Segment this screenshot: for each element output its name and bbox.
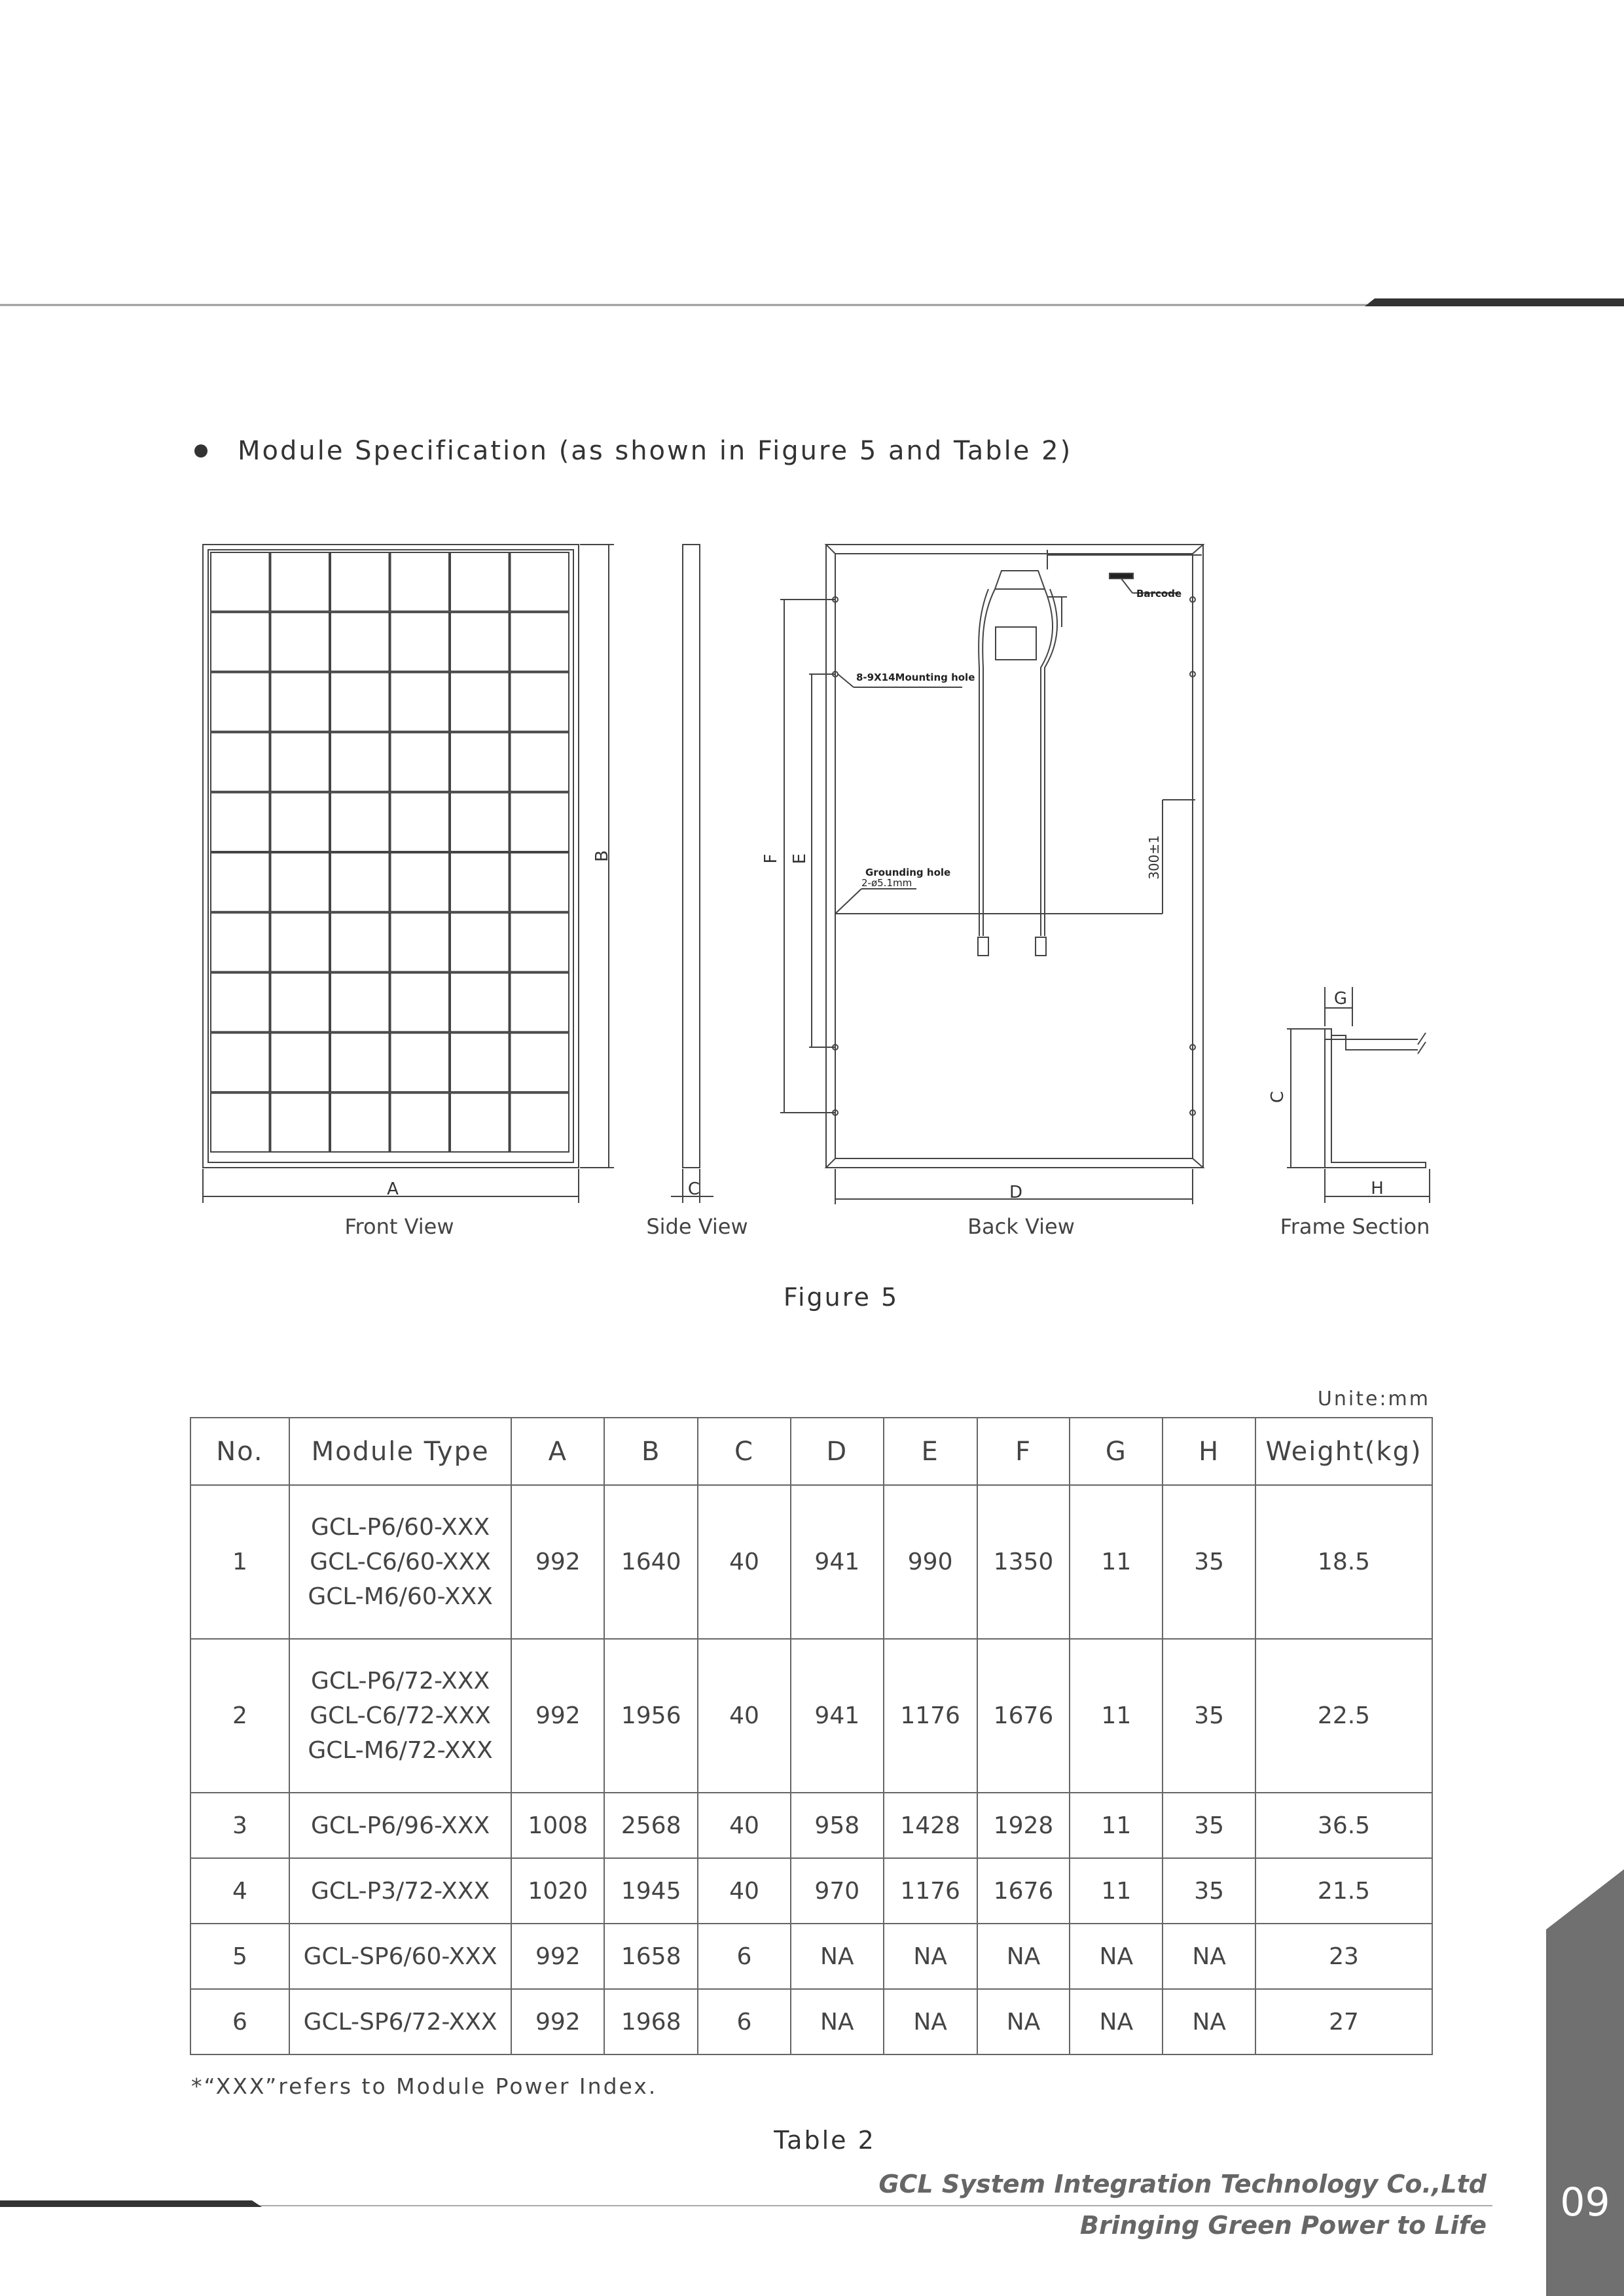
dim-g-label: G bbox=[1333, 989, 1348, 1009]
value-c: 40 bbox=[698, 1793, 791, 1858]
solar-cell bbox=[271, 853, 330, 912]
solar-cell bbox=[331, 793, 389, 852]
solar-cell bbox=[450, 793, 509, 852]
header-cell: C bbox=[698, 1418, 791, 1485]
value-g: 11 bbox=[1070, 1858, 1163, 1924]
table-row bbox=[190, 1858, 1432, 1924]
solar-cell bbox=[271, 973, 330, 1032]
value-b: 1956 bbox=[604, 1639, 698, 1793]
module-type-cell bbox=[289, 1639, 512, 1793]
solar-cell bbox=[450, 913, 509, 972]
value-h: 35 bbox=[1163, 1793, 1255, 1858]
value-a: 1020 bbox=[511, 1858, 604, 1924]
solar-cell bbox=[391, 913, 450, 972]
solar-cell bbox=[211, 1093, 270, 1152]
row-number: 5 bbox=[190, 1924, 289, 1989]
table-row bbox=[190, 1924, 1432, 1989]
section-heading-text: Module Specification (as shown in Figure 5 and Table 2) bbox=[238, 436, 1073, 466]
module-type: GCL-P6/60-XXX bbox=[310, 1514, 490, 1541]
solar-cell bbox=[211, 673, 270, 732]
dim-d-label: D bbox=[1009, 1183, 1023, 1202]
row-number: 4 bbox=[190, 1858, 289, 1924]
value-e: 1428 bbox=[884, 1793, 977, 1858]
value-d: 941 bbox=[791, 1485, 884, 1639]
solar-cell bbox=[391, 973, 450, 1032]
solar-cell bbox=[511, 913, 569, 972]
grounding-hole-label: Grounding hole bbox=[865, 867, 951, 878]
module-type: GCL-SP6/60-XXX bbox=[289, 1924, 512, 1989]
header-cell: Module Type bbox=[289, 1418, 512, 1485]
back-view-caption: Back View bbox=[967, 1214, 1075, 1239]
module-type: GCL-C6/60-XXX bbox=[310, 1549, 491, 1575]
solar-cell bbox=[450, 853, 509, 912]
dim-c-label-side: C bbox=[687, 1179, 700, 1199]
solar-cell bbox=[211, 552, 270, 611]
solar-cell bbox=[271, 613, 330, 672]
module-type: GCL-P6/72-XXX bbox=[310, 1668, 490, 1695]
dim-e-label: E bbox=[790, 853, 810, 865]
table-footnote: *“XXX”refers to Module Power Index. bbox=[191, 2073, 658, 2099]
value-h: NA bbox=[1163, 1924, 1255, 1989]
value-h: NA bbox=[1163, 1989, 1255, 2054]
solar-cell bbox=[211, 613, 270, 672]
value-d: 941 bbox=[791, 1639, 884, 1793]
solar-cell bbox=[211, 913, 270, 972]
page-tab bbox=[1546, 1869, 1624, 2296]
solar-cell bbox=[211, 732, 270, 791]
solar-cell bbox=[391, 853, 450, 912]
frame-section bbox=[1287, 987, 1430, 1203]
solar-cell bbox=[211, 853, 270, 912]
module-type: GCL-P6/96-XXX bbox=[289, 1793, 512, 1858]
solar-cell bbox=[331, 613, 389, 672]
solar-cell bbox=[331, 973, 389, 1032]
solar-cell bbox=[450, 673, 509, 732]
value-d: NA bbox=[791, 1924, 884, 1989]
value-f: NA bbox=[977, 1924, 1070, 1989]
value-a: 992 bbox=[511, 1924, 604, 1989]
solar-cell bbox=[211, 1033, 270, 1092]
value-g: 11 bbox=[1070, 1639, 1163, 1793]
solar-cell bbox=[511, 552, 569, 611]
solar-cell bbox=[271, 793, 330, 852]
value-b: 2568 bbox=[604, 1793, 698, 1858]
value-f: 1676 bbox=[977, 1858, 1070, 1924]
solar-cell bbox=[450, 973, 509, 1032]
table-row bbox=[190, 1485, 1432, 1639]
solar-cell bbox=[511, 973, 569, 1032]
solar-cell bbox=[331, 1093, 389, 1152]
solar-cell bbox=[271, 552, 330, 611]
value-d: 970 bbox=[791, 1858, 884, 1924]
dim-a-label: A bbox=[387, 1179, 399, 1199]
module-type: GCL-M6/72-XXX bbox=[308, 1737, 493, 1764]
dim-h-label: H bbox=[1371, 1179, 1384, 1198]
header-cell: A bbox=[511, 1418, 604, 1485]
solar-cell bbox=[450, 732, 509, 791]
value-g: NA bbox=[1070, 1924, 1163, 1989]
page-number: 09 bbox=[1560, 2179, 1610, 2225]
value-e: 990 bbox=[884, 1485, 977, 1639]
value-c: 6 bbox=[698, 1924, 791, 1989]
table-caption: Table 2 bbox=[774, 2126, 876, 2155]
header-cell: Weight(kg) bbox=[1255, 1418, 1432, 1485]
unit-label: Unite:mm bbox=[1317, 1388, 1430, 1410]
solar-cell bbox=[331, 913, 389, 972]
value-d: NA bbox=[791, 1989, 884, 2054]
value-e: 1176 bbox=[884, 1858, 977, 1924]
solar-cell bbox=[211, 793, 270, 852]
specification-table bbox=[190, 1417, 1433, 2055]
solar-cell bbox=[271, 1093, 330, 1152]
value-g: NA bbox=[1070, 1989, 1163, 2054]
header-cell: B bbox=[604, 1418, 698, 1485]
value-f: 1676 bbox=[977, 1639, 1070, 1793]
solar-cell bbox=[331, 853, 389, 912]
value-c: 40 bbox=[698, 1485, 791, 1639]
dim-b-label: B bbox=[592, 850, 612, 862]
value-e: 1176 bbox=[884, 1639, 977, 1793]
row-number: 3 bbox=[190, 1793, 289, 1858]
row-number: 2 bbox=[190, 1639, 289, 1793]
module-type: GCL-P3/72-XXX bbox=[289, 1858, 512, 1924]
value-f: 1350 bbox=[977, 1485, 1070, 1639]
value-weight: 22.5 bbox=[1255, 1639, 1432, 1793]
solar-cell bbox=[450, 1033, 509, 1092]
solar-cell bbox=[331, 552, 389, 611]
header-cell: H bbox=[1163, 1418, 1255, 1485]
solar-cell bbox=[271, 673, 330, 732]
header-cell: G bbox=[1070, 1418, 1163, 1485]
company-slogan: Bringing Green Power to Life bbox=[1079, 2211, 1487, 2240]
solar-cell bbox=[511, 1033, 569, 1092]
solar-cell bbox=[391, 1093, 450, 1152]
solar-cell bbox=[391, 613, 450, 672]
frame-section-caption: Frame Section bbox=[1280, 1214, 1430, 1239]
value-c: 40 bbox=[698, 1858, 791, 1924]
solar-cell bbox=[271, 732, 330, 791]
module-type-cell bbox=[289, 1485, 512, 1639]
mounting-hole-label: 8-9X14Mounting hole bbox=[856, 672, 975, 683]
solar-cell bbox=[391, 552, 450, 611]
footer-accent-bar bbox=[0, 2200, 262, 2207]
value-c: 40 bbox=[698, 1639, 791, 1793]
value-a: 992 bbox=[511, 1639, 604, 1793]
solar-cell bbox=[450, 1093, 509, 1152]
module-type: GCL-M6/60-XXX bbox=[308, 1583, 493, 1610]
solar-cell bbox=[331, 673, 389, 732]
header-cell: E bbox=[884, 1418, 977, 1485]
value-b: 1968 bbox=[604, 1989, 698, 2054]
row-number: 6 bbox=[190, 1989, 289, 2054]
value-weight: 18.5 bbox=[1255, 1485, 1432, 1639]
front-view bbox=[203, 545, 614, 1203]
value-a: 1008 bbox=[511, 1793, 604, 1858]
solar-cell bbox=[211, 973, 270, 1032]
value-e: NA bbox=[884, 1989, 977, 2054]
value-e: NA bbox=[884, 1924, 977, 1989]
grounding-spec-label: 2-ø5.1mm bbox=[861, 877, 912, 889]
solar-cell bbox=[391, 732, 450, 791]
value-b: 1640 bbox=[604, 1485, 698, 1639]
barcode-label: Barcode bbox=[1136, 588, 1182, 600]
front-cell-grid bbox=[211, 552, 569, 1152]
value-d: 958 bbox=[791, 1793, 884, 1858]
solar-cell bbox=[271, 1033, 330, 1092]
solar-cell bbox=[271, 913, 330, 972]
row-number: 1 bbox=[190, 1485, 289, 1639]
value-c: 6 bbox=[698, 1989, 791, 2054]
solar-cell bbox=[391, 1033, 450, 1092]
table-row bbox=[190, 1639, 1432, 1793]
value-b: 1658 bbox=[604, 1924, 698, 1989]
side-view-caption: Side View bbox=[646, 1214, 748, 1239]
solar-cell bbox=[391, 793, 450, 852]
solar-cell bbox=[450, 552, 509, 611]
company-name: GCL System Integration Technology Co.,Ltd bbox=[878, 2170, 1487, 2198]
value-b: 1945 bbox=[604, 1858, 698, 1924]
solar-cell bbox=[391, 673, 450, 732]
value-h: 35 bbox=[1163, 1858, 1255, 1924]
header-cell: D bbox=[791, 1418, 884, 1485]
distance-label: 300±1 bbox=[1146, 835, 1162, 880]
back-view bbox=[780, 545, 1203, 1204]
value-weight: 27 bbox=[1255, 1989, 1432, 2054]
value-h: 35 bbox=[1163, 1639, 1255, 1793]
value-g: 11 bbox=[1070, 1793, 1163, 1858]
value-f: 1928 bbox=[977, 1793, 1070, 1858]
solar-cell bbox=[331, 732, 389, 791]
solar-cell bbox=[511, 1093, 569, 1152]
value-a: 992 bbox=[511, 1485, 604, 1639]
header-cell: F bbox=[977, 1418, 1070, 1485]
module-type: GCL-SP6/72-XXX bbox=[289, 1989, 512, 2054]
value-weight: 23 bbox=[1255, 1924, 1432, 1989]
value-weight: 21.5 bbox=[1255, 1858, 1432, 1924]
value-h: 35 bbox=[1163, 1485, 1255, 1639]
value-a: 992 bbox=[511, 1989, 604, 2054]
solar-cell bbox=[511, 732, 569, 791]
table-row bbox=[190, 1989, 1432, 2054]
table-header-row bbox=[190, 1418, 1432, 1485]
value-weight: 36.5 bbox=[1255, 1793, 1432, 1858]
solar-cell bbox=[331, 1033, 389, 1092]
front-view-caption: Front View bbox=[344, 1214, 454, 1239]
solar-cell bbox=[511, 673, 569, 732]
dim-c-label-frame: C bbox=[1268, 1090, 1288, 1103]
solar-cell bbox=[511, 613, 569, 672]
figure-caption: Figure 5 bbox=[783, 1283, 899, 1312]
table-row bbox=[190, 1793, 1432, 1858]
solar-cell bbox=[511, 793, 569, 852]
side-view bbox=[671, 545, 713, 1203]
value-g: 11 bbox=[1070, 1485, 1163, 1639]
solar-cell bbox=[511, 853, 569, 912]
header-cell: No. bbox=[190, 1418, 289, 1485]
value-f: NA bbox=[977, 1989, 1070, 2054]
dim-f-label: F bbox=[761, 853, 781, 864]
solar-cell bbox=[450, 613, 509, 672]
module-type: GCL-C6/72-XXX bbox=[310, 1702, 491, 1729]
